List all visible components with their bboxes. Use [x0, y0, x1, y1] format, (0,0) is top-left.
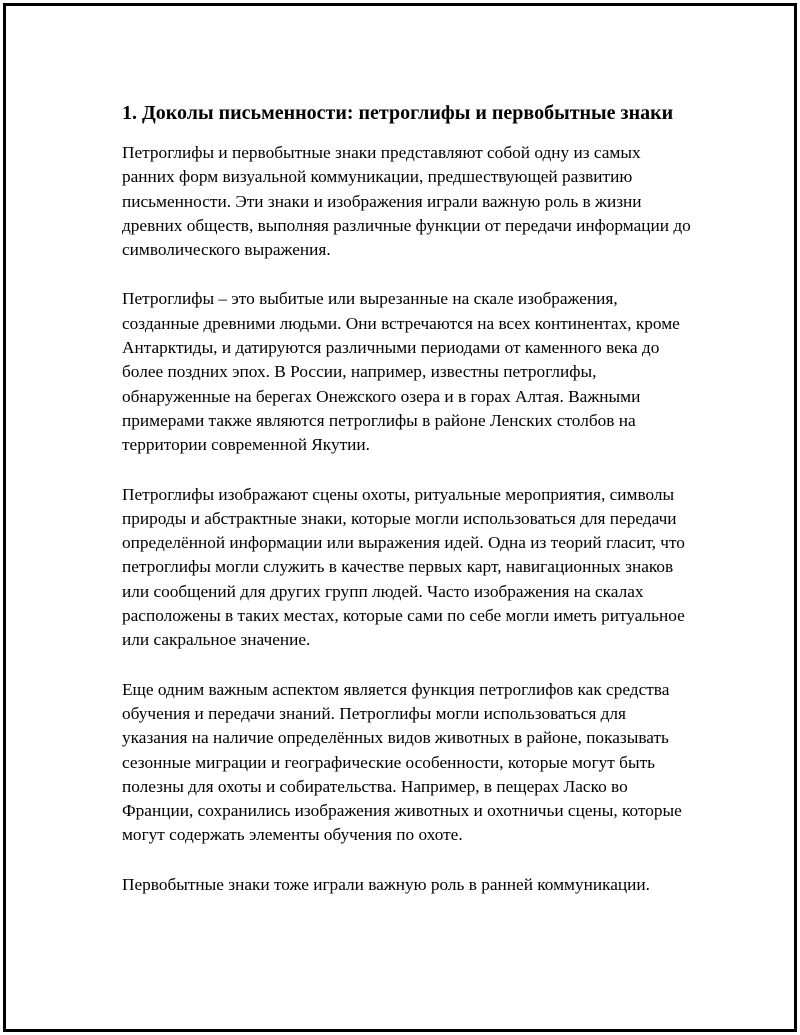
- section-heading: 1. Доколы письменности: петроглифы и первобытные знаки: [122, 102, 674, 124]
- page-frame: [3, 3, 797, 1032]
- document-body: [122, 100, 694, 922]
- paragraph-1: Петроглифы и первобытные знаки представляют собой одну из самых ранних форм визуальной коммуникации, предшествующей развитию письменности. Эти знаки и изображения играли важную роль в жизни древних обществ, выполняя различные функции от передачи информации до символического выражения.: [122, 143, 691, 260]
- paragraph-5: Первобытные знаки тоже играли важную роль в ранней коммуникации.: [122, 874, 650, 894]
- paragraph-4: Еще одним важным аспектом является функция петроглифов как средства обучения и передачи знаний. Петроглифы могли использоваться для указания на наличие определённых видов животных в районе, показывать сезонные миграции и географические особенности, которые могут быть полезны для охоты и собирательства. Например, в пещерах Ласко во Франции, сохранились изображения животных и охотничьи сцены, которые могут содержать элементы обучения по охоте.: [122, 679, 682, 845]
- paragraph-3: Петроглифы изображают сцены охоты, ритуальные мероприятия, символы природы и абстрактные знаки, которые могли использоваться для передачи определённой информации или выражения идей. Одна из теорий гласит, что петроглифы могли служить в качестве первых карт, навигационных знаков или сообщений для других групп людей. Часто изображения на скалах расположены в таких местах, которые сами по себе могли иметь ритуальное или сакральное значение.: [122, 484, 685, 650]
- paragraph-2: Петроглифы – это выбитые или вырезанные на скале изображения, созданные древними людьми. Они встречаются на всех континентах, кроме Антарктиды, и датируются различными периодами от каменного века до более поздних эпох. В России, например, известны петроглифы, обнаруженные на берегах Онежского озера и в горах Алтая. Важными примерами также являются петроглифы в районе Ленских столбов на территории современной Якутии.: [122, 289, 680, 455]
